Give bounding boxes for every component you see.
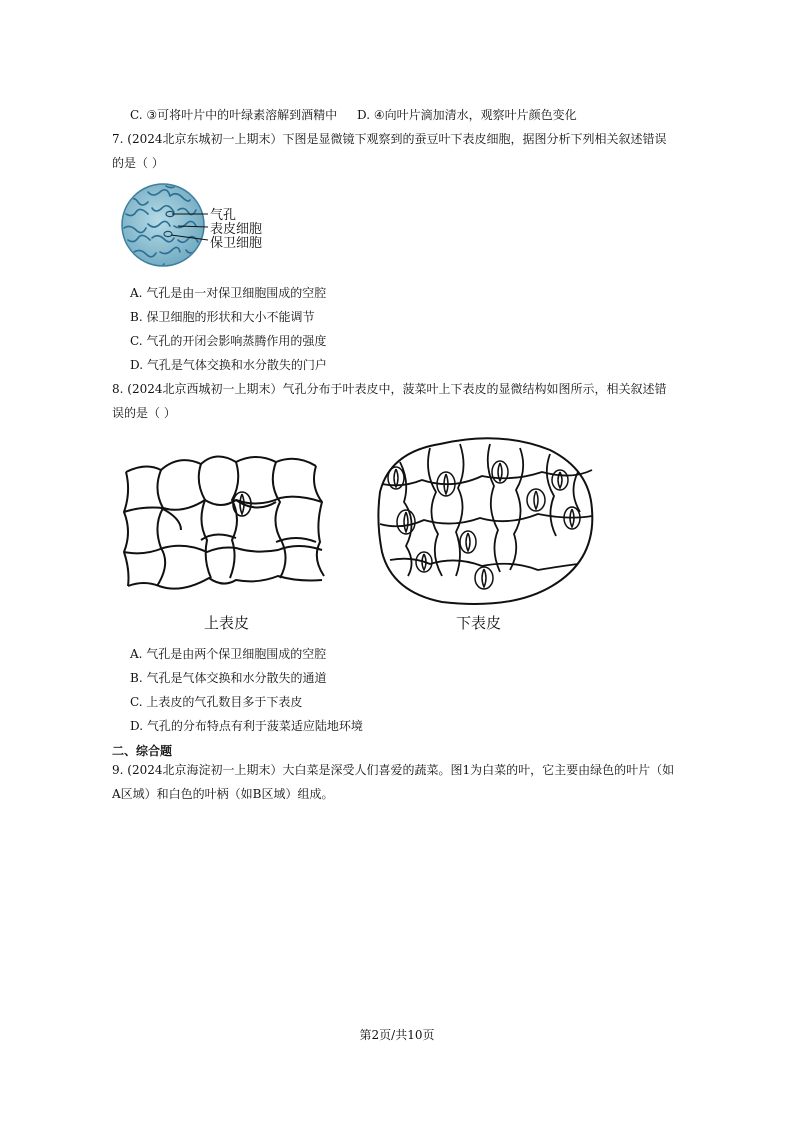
q8-option-c: C. 上表皮的气孔数目多于下表皮 — [130, 695, 303, 709]
label-epidermal-cell: 表皮细胞 — [210, 222, 263, 237]
q9-line1: 9. (2024北京海淀初一上期末）大白菜是深受人们喜爱的蔬菜。图1为白菜的叶，它主要由绿色的叶片（如 — [112, 763, 675, 777]
q8-option-a: A. 气孔是由两个保卫细胞围成的空腔 — [130, 647, 327, 661]
q7-stem-line2: 的是（ ） — [112, 156, 164, 170]
q8-stem-line1: 8. (2024北京西城初一上期末）气孔分布于叶表皮中，菠菜叶上下表皮的显微结构如图所示，相关叙述错 — [112, 382, 667, 396]
q8-lower-epidermis-figure — [360, 432, 600, 632]
section-heading: 二、综合题 — [112, 744, 173, 758]
q7-micrograph-figure — [118, 180, 278, 270]
lower-epidermis-drawing — [360, 432, 600, 607]
q7-option-b: B. 保卫细胞的形状和大小不能调节 — [130, 310, 315, 324]
label-guard-cell: 保卫细胞 — [210, 236, 263, 251]
q6-option-d: D. ④向叶片滴加清水，观察叶片颜色变化 — [357, 108, 577, 122]
upper-epidermis-caption: 上表皮 — [204, 614, 250, 632]
page-footer: 第2页/共10页 — [359, 1028, 435, 1042]
q6-option-c: C. ③可将叶片中的叶绿素溶解到酒精中 — [130, 108, 338, 122]
lower-epidermis-caption: 下表皮 — [456, 614, 502, 632]
q8-stem-line2: 误的是（ ） — [112, 406, 176, 420]
q7-option-a: A. 气孔是由一对保卫细胞围成的空腔 — [130, 286, 327, 300]
q9-line2: A区域）和白色的叶柄（如B区域）组成。 — [112, 787, 334, 801]
label-stoma: 气孔 — [210, 208, 237, 223]
q8-option-d: D. 气孔的分布特点有利于菠菜适应陆地环境 — [130, 719, 363, 733]
q7-option-d: D. 气孔是气体交换和水分散失的门户 — [130, 358, 327, 372]
q8-upper-epidermis-figure — [116, 432, 336, 632]
q7-option-c: C. 气孔的开闭会影响蒸腾作用的强度 — [130, 334, 327, 348]
q8-option-b: B. 气孔是气体交换和水分散失的通道 — [130, 671, 327, 685]
upper-epidermis-drawing — [116, 432, 336, 607]
q7-stem-line1: 7. (2024北京东城初一上期末）下图是显微镜下观察到的蚕豆叶下表皮细胞，据图分析下列相关叙述错误 — [112, 132, 667, 146]
